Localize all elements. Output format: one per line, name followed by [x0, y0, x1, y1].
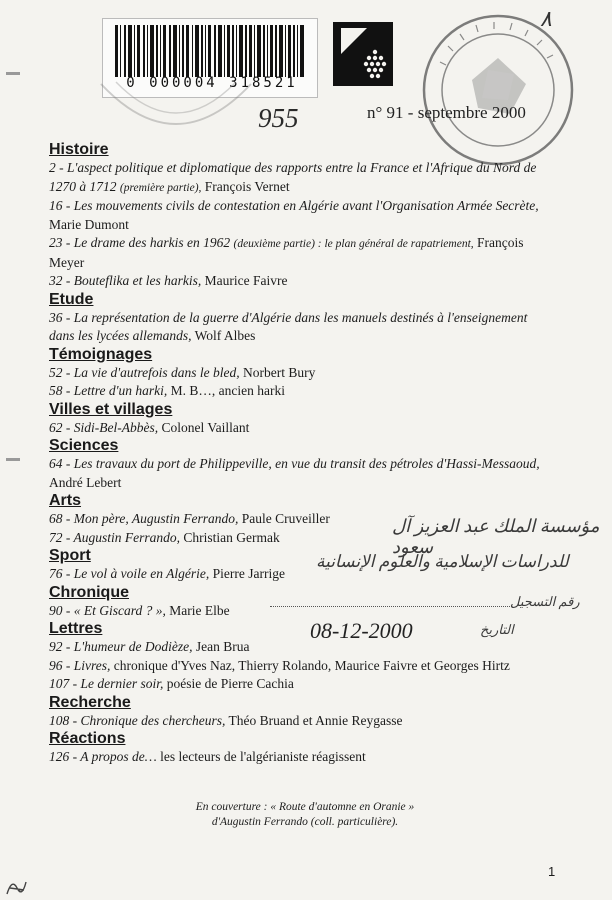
- entry-page: 72: [49, 529, 63, 545]
- toc-entry: 76 - Le vol à voile en Algérie, Pierre Jarrige: [49, 566, 285, 581]
- entry-author: André Lebert: [49, 474, 122, 490]
- table-of-contents: [49, 141, 549, 767]
- section-title: Témoignages: [49, 345, 153, 363]
- binding-hole-mark: [6, 72, 20, 75]
- caption-line: d'Augustin Ferrando (coll. particulière).: [211, 816, 399, 828]
- binding-hole-mark: [6, 458, 20, 461]
- entry-author: Jean Brua: [195, 639, 250, 654]
- toc-entry: 36 - La représentation de la guerre d'Algérie dans les manuels destinés à l'enseignement dans les lycées allemands, Wolf Albes: [49, 309, 528, 343]
- entry-title: Le drame des harkis en 1962: [73, 235, 231, 250]
- margin-scribble-icon: [4, 876, 30, 898]
- entry-page: 2: [49, 160, 56, 175]
- cover-caption: [150, 800, 460, 830]
- toc-entry: 16 - Les mouvements civils de contestation en Algérie avant l'Organisation Armée Secrète, Marie Dumont: [49, 198, 539, 232]
- section-title: Arts: [49, 492, 82, 509]
- handwritten-stamp-line: مؤسسة الملك عبد العزيز آل سعود: [392, 516, 600, 557]
- entry-author: Paule Cruveiller: [241, 511, 330, 526]
- entry-title: Augustin Ferrando,: [73, 529, 181, 545]
- entry-page: 92: [49, 639, 63, 654]
- entry-title: L'aspect politique et diplomatique des rapports entre la France et l'Afrique du Nord de 1270 à 1712: [49, 160, 537, 194]
- entry-author: M. B…, ancien harki: [170, 383, 285, 398]
- entry-author: poésie de Pierre Cachia: [166, 676, 294, 691]
- section-title: Chronique: [49, 583, 129, 601]
- entry-note: (deuxième partie) : le plan général de rapatriement,: [233, 238, 474, 250]
- entry-author: Marie Elbe: [169, 602, 230, 618]
- section-title: Sport: [49, 547, 91, 564]
- entry-page: 23: [49, 235, 63, 250]
- entry-author: François Vernet: [204, 178, 290, 194]
- toc-entry: 64 - Les travaux du port de Philippeville, en vue du transit des pétroles d'Hassi-Messaoud, André Lebert: [49, 456, 540, 490]
- entry-title: Les travaux du port de Philippeville, en vue du transit des pétroles d'Hassi-Messaoud,: [73, 456, 540, 471]
- handwritten-stamp-line: للدراسات الإسلامية والعلوم الإنسانية: [316, 552, 569, 571]
- toc-entry: 126 - A propos de… les lecteurs de l'algérianiste réagissent: [49, 749, 366, 764]
- entry-page: 58: [49, 383, 63, 398]
- entry-title: Bouteflika et les harkis,: [73, 273, 202, 288]
- entry-title: Les mouvements civils de contestation en Algérie avant l'Organisation Armée Secrète,: [73, 198, 539, 213]
- entry-page: 32: [49, 273, 63, 288]
- entry-author: François Meyer: [49, 235, 524, 270]
- section-title: Etude: [49, 290, 94, 308]
- toc-entry: 68 - Mon père, Augustin Ferrando, Paule Cruveiller: [49, 511, 330, 526]
- entry-title: Le vol à voile en Algérie,: [73, 566, 210, 581]
- section-title: Histoire: [49, 141, 109, 158]
- entry-note: (première partie),: [119, 181, 202, 194]
- registration-label: رقم التسجيل: [510, 594, 580, 609]
- entry-page: 107: [49, 676, 70, 691]
- entry-title: La représentation de la guerre d'Algérie dans les manuels destinés à l'enseignement dans les lycées allemands,: [49, 309, 528, 343]
- toc-entry: 52 - La vie d'autrefois dans le bled, Norbert Bury: [49, 364, 316, 380]
- caption-line: En couverture : « Route d'automne en Oranie »: [195, 801, 415, 813]
- toc-entry: 90 - « Et Giscard ? », Marie Elbe: [49, 602, 230, 618]
- entry-page: 64: [49, 456, 63, 471]
- entry-title: A propos de…: [80, 749, 157, 764]
- toc-entry: 96 - Livres, chronique d'Yves Naz, Thierry Rolando, Maurice Faivre et Georges Hirtz: [49, 657, 510, 673]
- entry-page: 96: [49, 657, 63, 673]
- handwritten-margin-mark: ٨: [540, 6, 552, 31]
- date-label: التاريخ: [480, 622, 514, 637]
- toc-entry: 23 - Le drame des harkis en 1962 (deuxième partie) : le plan général de rapatriement, François Meyer: [49, 235, 524, 270]
- barcode-bars: [115, 25, 305, 77]
- entry-page: 76: [49, 566, 63, 581]
- issue-number: n° 91 - septembre 2000: [367, 103, 526, 122]
- entry-title: Sidi-Bel-Abbès,: [73, 419, 159, 435]
- toc-entry: 58 - Lettre d'un harki, M. B…, ancien harki: [49, 383, 285, 398]
- section-title: Sciences: [49, 437, 119, 454]
- entry-page: 126: [49, 749, 70, 764]
- entry-page: 90: [49, 602, 63, 618]
- toc-entry: 62 - Sidi-Bel-Abbès, Colonel Vaillant: [49, 419, 250, 435]
- entry-page: 62: [49, 419, 63, 435]
- entry-page: 52: [49, 364, 63, 380]
- entry-author: chronique d'Yves Naz, Thierry Rolando, Maurice Faivre et Georges Hirtz: [113, 657, 510, 673]
- toc-entry: 92 - L'humeur de Dodièze, Jean Brua: [49, 639, 250, 654]
- entry-title: Lettre d'un harki,: [73, 383, 168, 398]
- barcode-number: 0 000004 318521: [126, 75, 298, 91]
- library-logo-icon: [333, 22, 393, 86]
- toc-entry: 107 - Le dernier soir, poésie de Pierre Cachia: [49, 676, 294, 691]
- toc-entry: 32 - Bouteflika et les harkis, Maurice Faivre: [49, 273, 288, 288]
- section-title: Villes et villages: [49, 400, 173, 418]
- entry-page: 16: [49, 198, 63, 213]
- entry-author: Pierre Jarrige: [212, 566, 285, 581]
- entry-author: les lecteurs de l'algérianiste réagissent: [160, 749, 366, 764]
- entry-author: Christian Germak: [183, 529, 280, 545]
- handwritten-date: 08-12-2000: [310, 618, 413, 643]
- page-number: 1: [548, 864, 556, 879]
- handwritten-number: 955: [258, 103, 299, 133]
- entry-page: 108: [49, 712, 70, 728]
- entry-page: 68: [49, 511, 63, 526]
- entry-title: La vie d'autrefois dans le bled,: [73, 364, 240, 380]
- toc-entry: 72 - Augustin Ferrando, Christian Germak: [49, 529, 280, 545]
- entry-author: Norbert Bury: [243, 364, 316, 380]
- section-title: Réactions: [49, 730, 126, 747]
- entry-title: Livres,: [73, 657, 111, 673]
- entry-page: 36: [49, 309, 63, 325]
- entry-author: Théo Bruand et Annie Reygasse: [228, 712, 403, 728]
- section-title: Recherche: [49, 693, 131, 711]
- section-title: Lettres: [49, 620, 103, 637]
- faint-stamp-arc: [96, 74, 256, 144]
- entry-author: Wolf Albes: [194, 328, 256, 343]
- entry-author: Marie Dumont: [49, 216, 129, 232]
- entry-title: Chronique des chercheurs,: [80, 712, 226, 728]
- entry-title: L'humeur de Dodièze,: [73, 639, 193, 654]
- entry-title: « Et Giscard ? »,: [73, 602, 166, 618]
- toc-entry: 2 - L'aspect politique et diplomatique des rapports entre la France et l'Afrique du Nord de 1270 à 1712 (première partie), François Vernet: [49, 160, 537, 194]
- entry-title: Mon père, Augustin Ferrando,: [73, 511, 239, 526]
- toc-entry: 108 - Chronique des chercheurs, Théo Bruand et Annie Reygasse: [49, 712, 403, 728]
- registration-line: [270, 606, 510, 607]
- entry-title: Le dernier soir,: [80, 676, 164, 691]
- entry-author: Colonel Vaillant: [161, 419, 250, 435]
- entry-author: Maurice Faivre: [204, 273, 288, 288]
